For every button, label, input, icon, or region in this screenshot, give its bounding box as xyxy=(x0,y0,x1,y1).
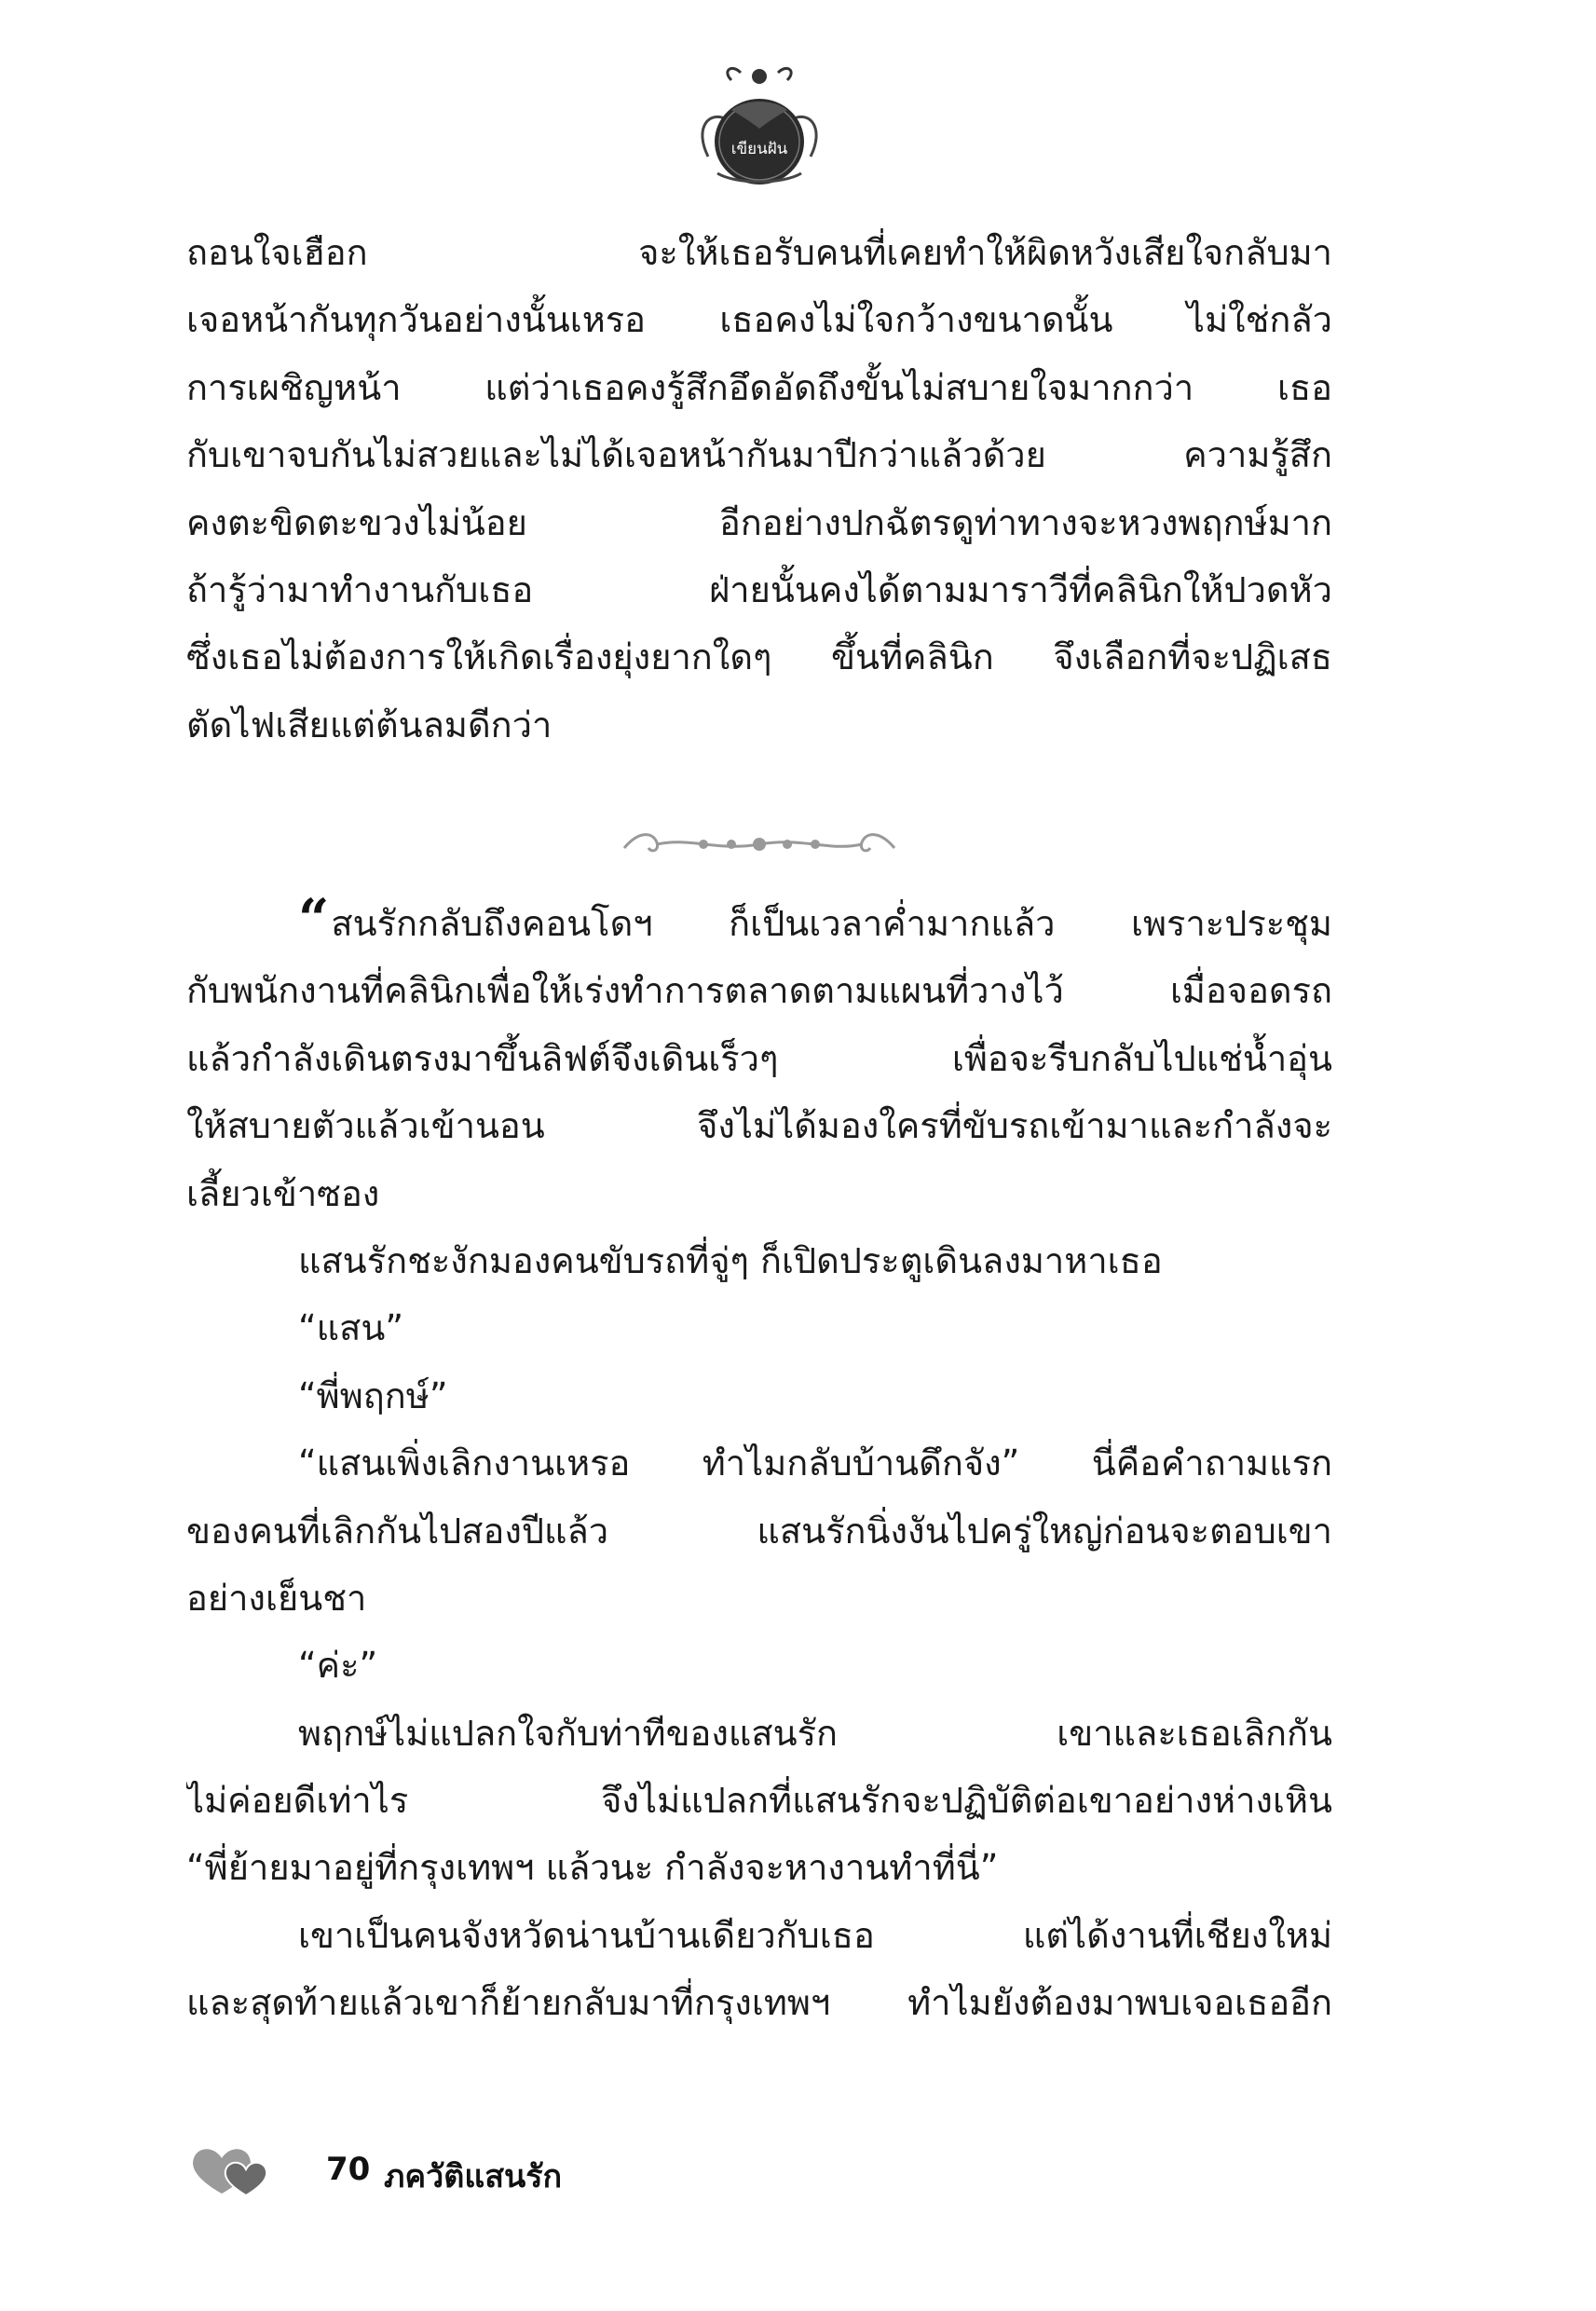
text-line: ของคนที่เลิกกันไปสองปีแล้ว แสนรักนิ่งงันไปครู่ใหญ่ก่อนจะตอบเขา xyxy=(186,1510,1332,1552)
text-line: ให้สบายตัวแล้วเข้านอน จึงไม่ได้มองใครที่ขับรถเข้ามาและกำลังจะ xyxy=(186,1105,1332,1147)
dialogue-line: “ค่ะ” xyxy=(298,1645,378,1687)
section-divider xyxy=(615,820,904,867)
chapter-section xyxy=(186,890,1332,2037)
text-line: และสุดท้ายแล้วเขาก็ย้ายกลับมาที่กรุงเทพฯ ทำไมยังต้องมาพบเจอเธออีก xyxy=(186,1982,1332,2024)
text-line: อย่างเย็นชา xyxy=(186,1577,367,1619)
text-line: สนรักกลับถึงคอนโดฯ ก็เป็นเวลาค่ำมากแล้ว เพราะประชุม xyxy=(331,903,1332,944)
dialogue-line: “พี่พฤกษ์” xyxy=(298,1374,448,1416)
page-number: 70 xyxy=(326,2151,371,2188)
text-line: ถอนใจเฮือก จะให้เธอรับคนที่เคยทำให้ผิดหวังเสียใจกลับมา xyxy=(186,232,1332,273)
logo-text: เขียนฝัน xyxy=(730,140,788,158)
text-line: แล้วกำลังเดินตรงมาขึ้นลิฟต์จึงเดินเร็วๆ เพื่อจะรีบกลับไปแช่น้ำอุ่น xyxy=(186,1037,1332,1079)
text-line: แสนรักชะงักมองคนขับรถที่จู่ๆ ก็เปิดประตูเดินลงมาหาเธอ xyxy=(298,1239,1163,1281)
opening-quote-mark: “ xyxy=(298,890,330,950)
logo-emblem-icon xyxy=(689,54,829,194)
text-line: การเผชิญหน้า แต่ว่าเธอคงรู้สึกอึดอัดถึงขั้นไม่สบายใจมากกว่า เธอ xyxy=(186,366,1332,408)
text-line: ถ้ารู้ว่ามาทำงานกับเธอ ฝ่ายนั้นคงได้ตามมาราวีที่คลินิกให้ปวดหัว xyxy=(186,568,1332,610)
paragraph-continued xyxy=(186,219,1332,759)
book-title: ภควัติแสนรัก xyxy=(384,2158,563,2195)
text-line: กับพนักงานที่คลินิกเพื่อให้เร่งทำการตลาดตามแผนที่วางไว้ เมื่อจอดรถ xyxy=(186,970,1332,1012)
text-line: พฤกษ์ไม่แปลกใจกับท่าทีของแสนรัก เขาและเธอเลิกกัน xyxy=(298,1712,1332,1754)
text-line: ตัดไฟเสียแต่ต้นลมดีกว่า xyxy=(186,704,552,745)
text-line: เจอหน้ากันทุกวันอย่างนั้นเหรอ เธอคงไม่ใจกว้างขนาดนั้น ไม่ใช่กลัว xyxy=(186,299,1332,341)
text-line: เลี้ยวเข้าซอง xyxy=(186,1172,380,1214)
publisher-logo xyxy=(689,54,829,194)
text-line: กับเขาจบกันไม่สวยและไม่ได้เจอหน้ากันมาปีกว่าแล้วด้วย ความรู้สึก xyxy=(186,434,1332,476)
dialogue-line: “พี่ย้ายมาอยู่ที่กรุงเทพฯ แล้วนะ กำลังจะหางานทำที่นี่” xyxy=(186,1847,999,1889)
text-line-opening xyxy=(186,890,1332,957)
hearts-icon xyxy=(186,2143,280,2199)
page-footer xyxy=(186,2143,745,2199)
ornament-divider-icon xyxy=(615,820,904,867)
dialogue-line: “แสน” xyxy=(298,1307,404,1349)
text-line: ไม่ค่อยดีเท่าไร จึงไม่แปลกที่แสนรักจะปฏิบัติต่อเขาอย่างห่างเหิน xyxy=(186,1780,1332,1822)
text-line: คงตะขิดตะขวงไม่น้อย อีกอย่างปกฉัตรดูท่าทางจะหวงพฤกษ์มาก xyxy=(186,501,1332,543)
text-line: ซึ่งเธอไม่ต้องการให้เกิดเรื่องยุ่งยากใดๆ ขึ้นที่คลินิก จึงเลือกที่จะปฏิเสธ xyxy=(186,636,1332,678)
text-line: เขาเป็นคนจังหวัดน่านบ้านเดียวกับเธอ แต่ได้งานที่เชียงใหม่ xyxy=(298,1914,1332,1956)
text-line: “แสนเพิ่งเลิกงานเหรอ ทำไมกลับบ้านดึกจัง” นี่คือคำถามแรก xyxy=(298,1443,1332,1484)
